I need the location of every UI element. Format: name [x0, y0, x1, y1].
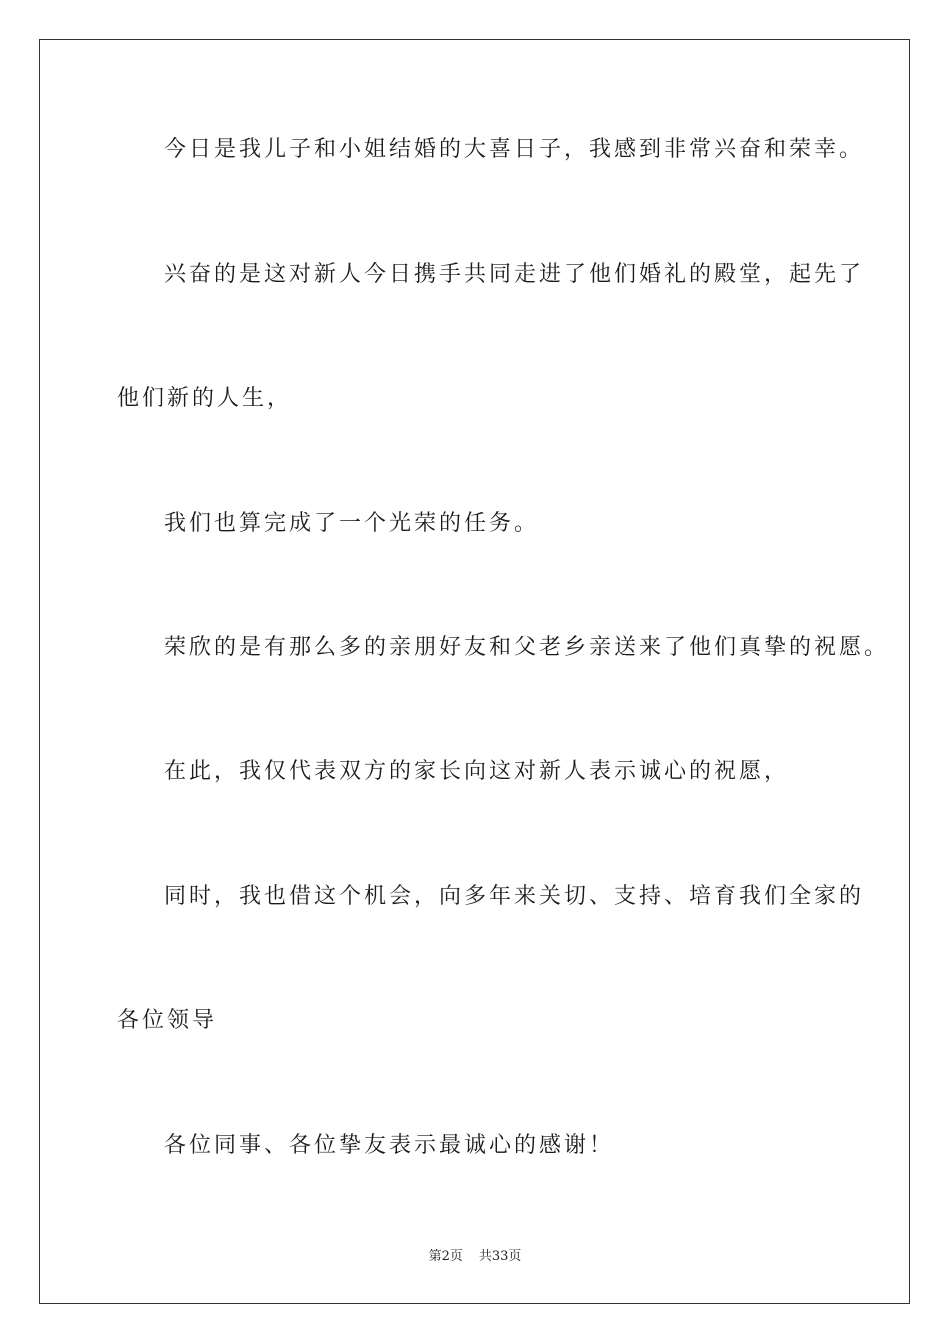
- paragraph-7: 各位同事、各位挚友表示最诚心的感谢！: [164, 1133, 615, 1158]
- paragraph-6: 同时，我也借这个机会，向多年来关切、支持、培育我们全家的: [164, 884, 865, 909]
- paragraph-5: 在此，我仅代表双方的家长向这对新人表示诚心的祝愿，: [164, 759, 790, 784]
- page-footer: [0, 1248, 950, 1266]
- paragraph-6-continuation: 各位领导: [117, 1008, 218, 1033]
- paragraph-2: 兴奋的是这对新人今日携手共同走进了他们婚礼的殿堂，起先了: [164, 262, 865, 287]
- paragraph-4: 荣欣的是有那么多的亲朋好友和父老乡亲送来了他们真挚的祝愿。: [164, 635, 890, 660]
- page-total-label: 共33页: [478, 1249, 522, 1264]
- paragraph-3: 我们也算完成了一个光荣的任务。: [164, 511, 540, 536]
- page-border: [39, 39, 910, 1304]
- paragraph-1: 今日是我儿子和小姐结婚的大喜日子，我感到非常兴奋和荣幸。: [164, 137, 865, 162]
- paragraph-2-continuation: 他们新的人生，: [117, 386, 293, 411]
- page-number-label: 第2页: [428, 1249, 463, 1264]
